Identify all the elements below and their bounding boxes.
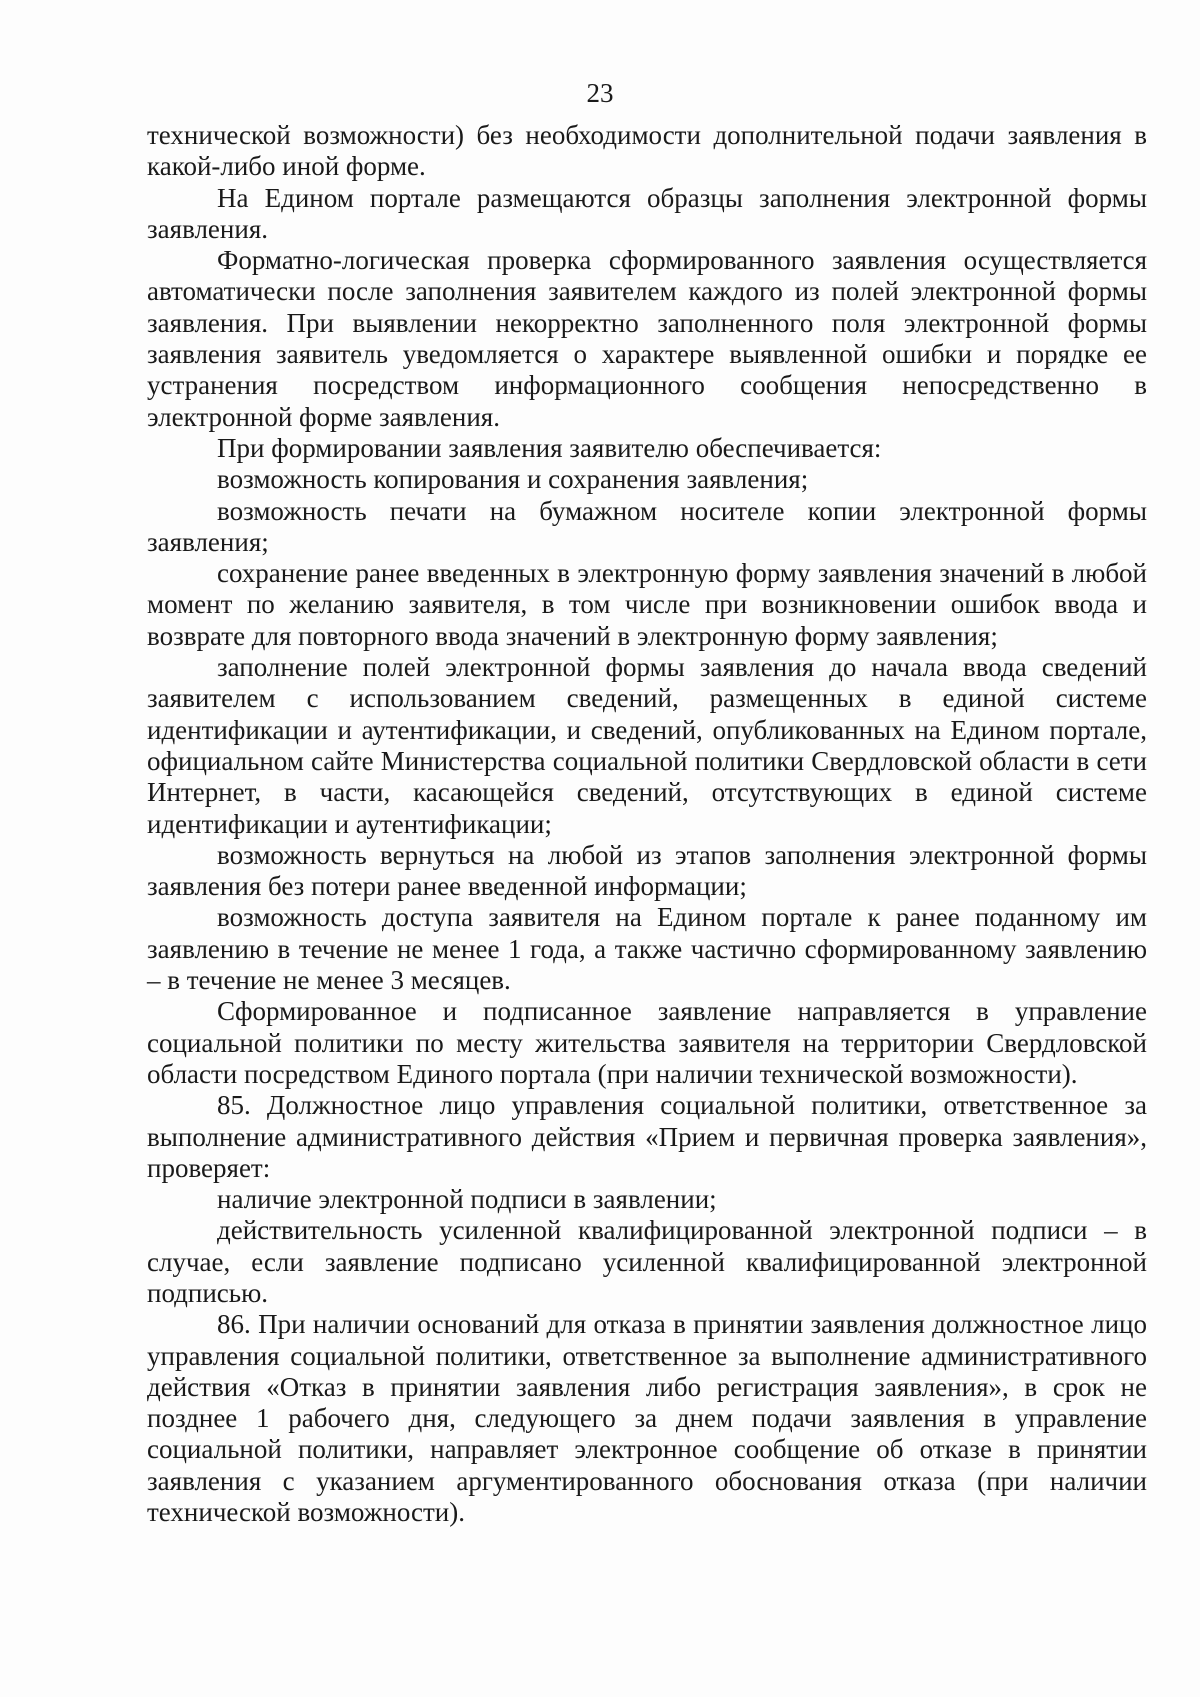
paragraph-signature-validity: действительность усиленной квалифицированной электронной подписи – в случае, если заявление подписано усиленной квалифицированной электронной подписью. — [147, 1215, 1147, 1308]
paragraph-portal-samples: На Едином портале размещаются образцы заполнения электронной формы заявления. — [147, 182, 1147, 244]
paragraph-save-values: сохранение ранее введенных в электронную форму заявления значений в любой момент по желанию заявителя, в том числе при возникновении ошибок ввода и возврате для повторного ввода значений в электронную форму заявления; — [147, 558, 1147, 651]
paragraph-copy-save: возможность копирования и сохранения заявления; — [217, 464, 809, 495]
paragraph-format-check: Форматно-логическая проверка сформированного заявления осуществляется автоматически после заполнения заявителем каждого из полей электронной формы заявления. При выявлении некорректно заполненного поля электронной формы заявления заявитель уведомляется о характере выявленной ошибки и порядке ее устранения посредством информационного сообщения непосредственно в электронной форме заявления. — [147, 245, 1147, 432]
paragraph-item-86: 86. При наличии оснований для отказа в принятии заявления должностное лицо управления социальной политики, ответственное за выполнение административного действия «Отказ в принятии заявления либо регистрация заявления», в срок не позднее 1 рабочего дня, следующего за днем подачи заявления в управление социальной политики, направляет электронное сообщение об отказе в принятии заявления с указанием аргументированного обоснования отказа (при наличии технической возможности). — [147, 1309, 1147, 1528]
page-number: 23 — [586, 78, 614, 108]
paragraph-provisions-intro: При формировании заявления заявителю обеспечивается: — [217, 432, 882, 463]
paragraph-access-period: возможность доступа заявителя на Едином портале к ранее поданному им заявлению в течение не менее 1 года, а также частично сформированному заявлению – в течение не менее 3 месяцев. — [147, 902, 1147, 996]
paragraph-submission: Сформированное и подписанное заявление направляется в управление социальной политики по месту жительства заявителя на территории Свердловской области посредством Единого портала (при наличии технической возможности). — [147, 996, 1147, 1089]
paragraph-continuation: технической возможности) без необходимости дополнительной подачи заявления в какой-либо иной форме. — [147, 120, 1147, 182]
paragraph-signature-presence: наличие электронной подписи в заявлении; — [217, 1184, 717, 1215]
document-body — [147, 120, 1147, 1528]
paragraph-print: возможность печати на бумажном носителе копии электронной формы заявления; — [147, 495, 1147, 557]
paragraph-return-stage: возможность вернуться на любой из этапов заполнения электронной формы заявления без потери ранее введенной информации; — [147, 839, 1147, 902]
paragraph-autofill: заполнение полей электронной формы заявления до начала ввода сведений заявителем с использованием сведений, размещенных в единой системе идентификации и аутентификации, и сведений, опубликованных на Едином портале, официальном сайте Министерства социальной политики Свердловской области в сети Интернет, в части, касающейся сведений, отсутствующих в единой системе идентификации и аутентификации; — [147, 652, 1147, 839]
paragraph-item-85: 85. Должностное лицо управления социальной политики, ответственное за выполнение административного действия «Прием и первичная проверка заявления», проверяет: — [147, 1090, 1147, 1183]
